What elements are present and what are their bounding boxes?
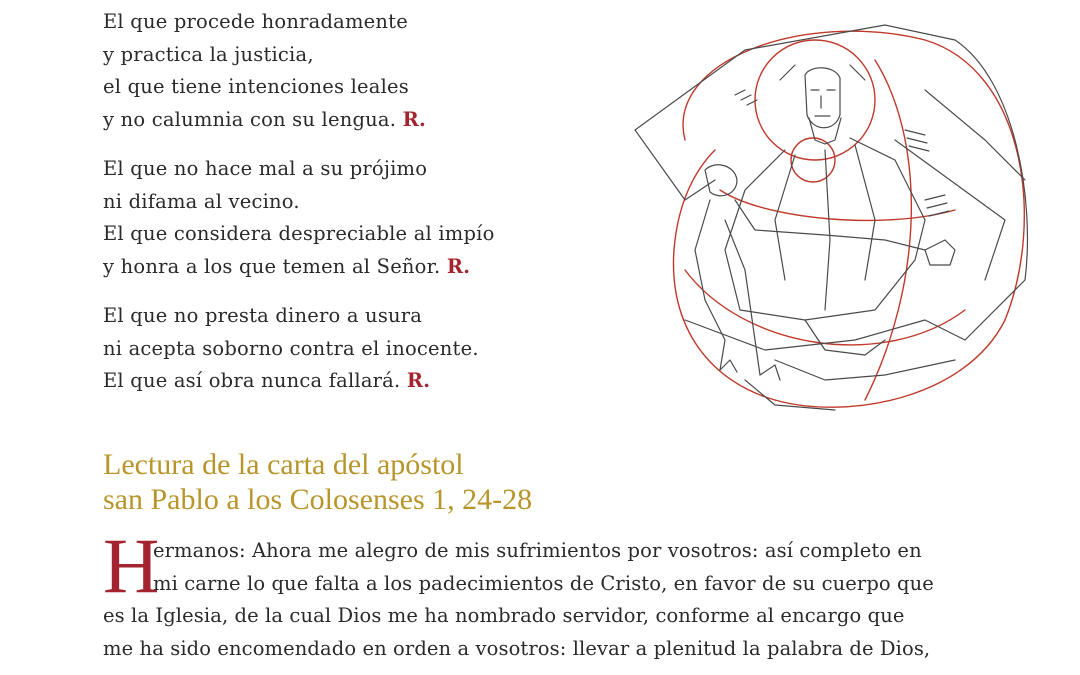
body-line: es la Iglesia, de la cual Dios me ha nombrado servidor, conforme al encargo que (103, 604, 905, 627)
stanza-line: y honra a los que temen al Señor. R. (103, 254, 471, 278)
stanza-3 (103, 300, 623, 398)
stanza-line: El que no hace mal a su prójimo (103, 157, 428, 180)
reading-title (103, 447, 703, 517)
response-marker: R. (406, 369, 431, 392)
trinity-illustration (625, 20, 1040, 420)
body-line: me ha sido encomendado en orden a vosotros: llevar a plenitud la palabra de Dios, (103, 636, 931, 660)
red-arc-lines (673, 31, 1024, 407)
stanza-line: ni difama al vecino. (103, 189, 300, 213)
response-marker: R. (402, 107, 426, 131)
stanza-line: ni acepta soborno contra el inocente. (103, 336, 479, 360)
reading-title-line-2: san Pablo a los Colosenses 1, 24-28 (103, 483, 533, 516)
stanza-line: El que no presta dinero a usura (103, 304, 423, 327)
stanza-line: y no calumnia con su lengua. R. (103, 107, 426, 131)
stanza-1 (103, 6, 623, 136)
drop-cap: H (103, 522, 160, 609)
body-line: ermanos: Ahora me alegro de mis sufrimientos por vosotros: así completo en (153, 539, 922, 562)
reading-title-line-1: Lectura de la carta del apóstol (103, 448, 464, 481)
response-marker: R. (446, 254, 471, 278)
stanza-line: El que procede honradamente (103, 10, 408, 33)
stanza-line: El que considera despreciable al impío (103, 222, 495, 245)
stanza-line: el que tiene intenciones leales (103, 75, 409, 98)
figure-lines (635, 25, 1027, 410)
stanza-line: y practica la justicia, (103, 42, 314, 66)
stanza-line: El que así obra nunca fallará. R. (103, 369, 431, 392)
stanza-2 (103, 153, 623, 283)
psalm-stanzas (103, 6, 623, 415)
reading-body (103, 522, 963, 665)
body-line: mi carne lo que falta a los padecimientos de Cristo, en favor de su cuerpo que (153, 571, 934, 595)
